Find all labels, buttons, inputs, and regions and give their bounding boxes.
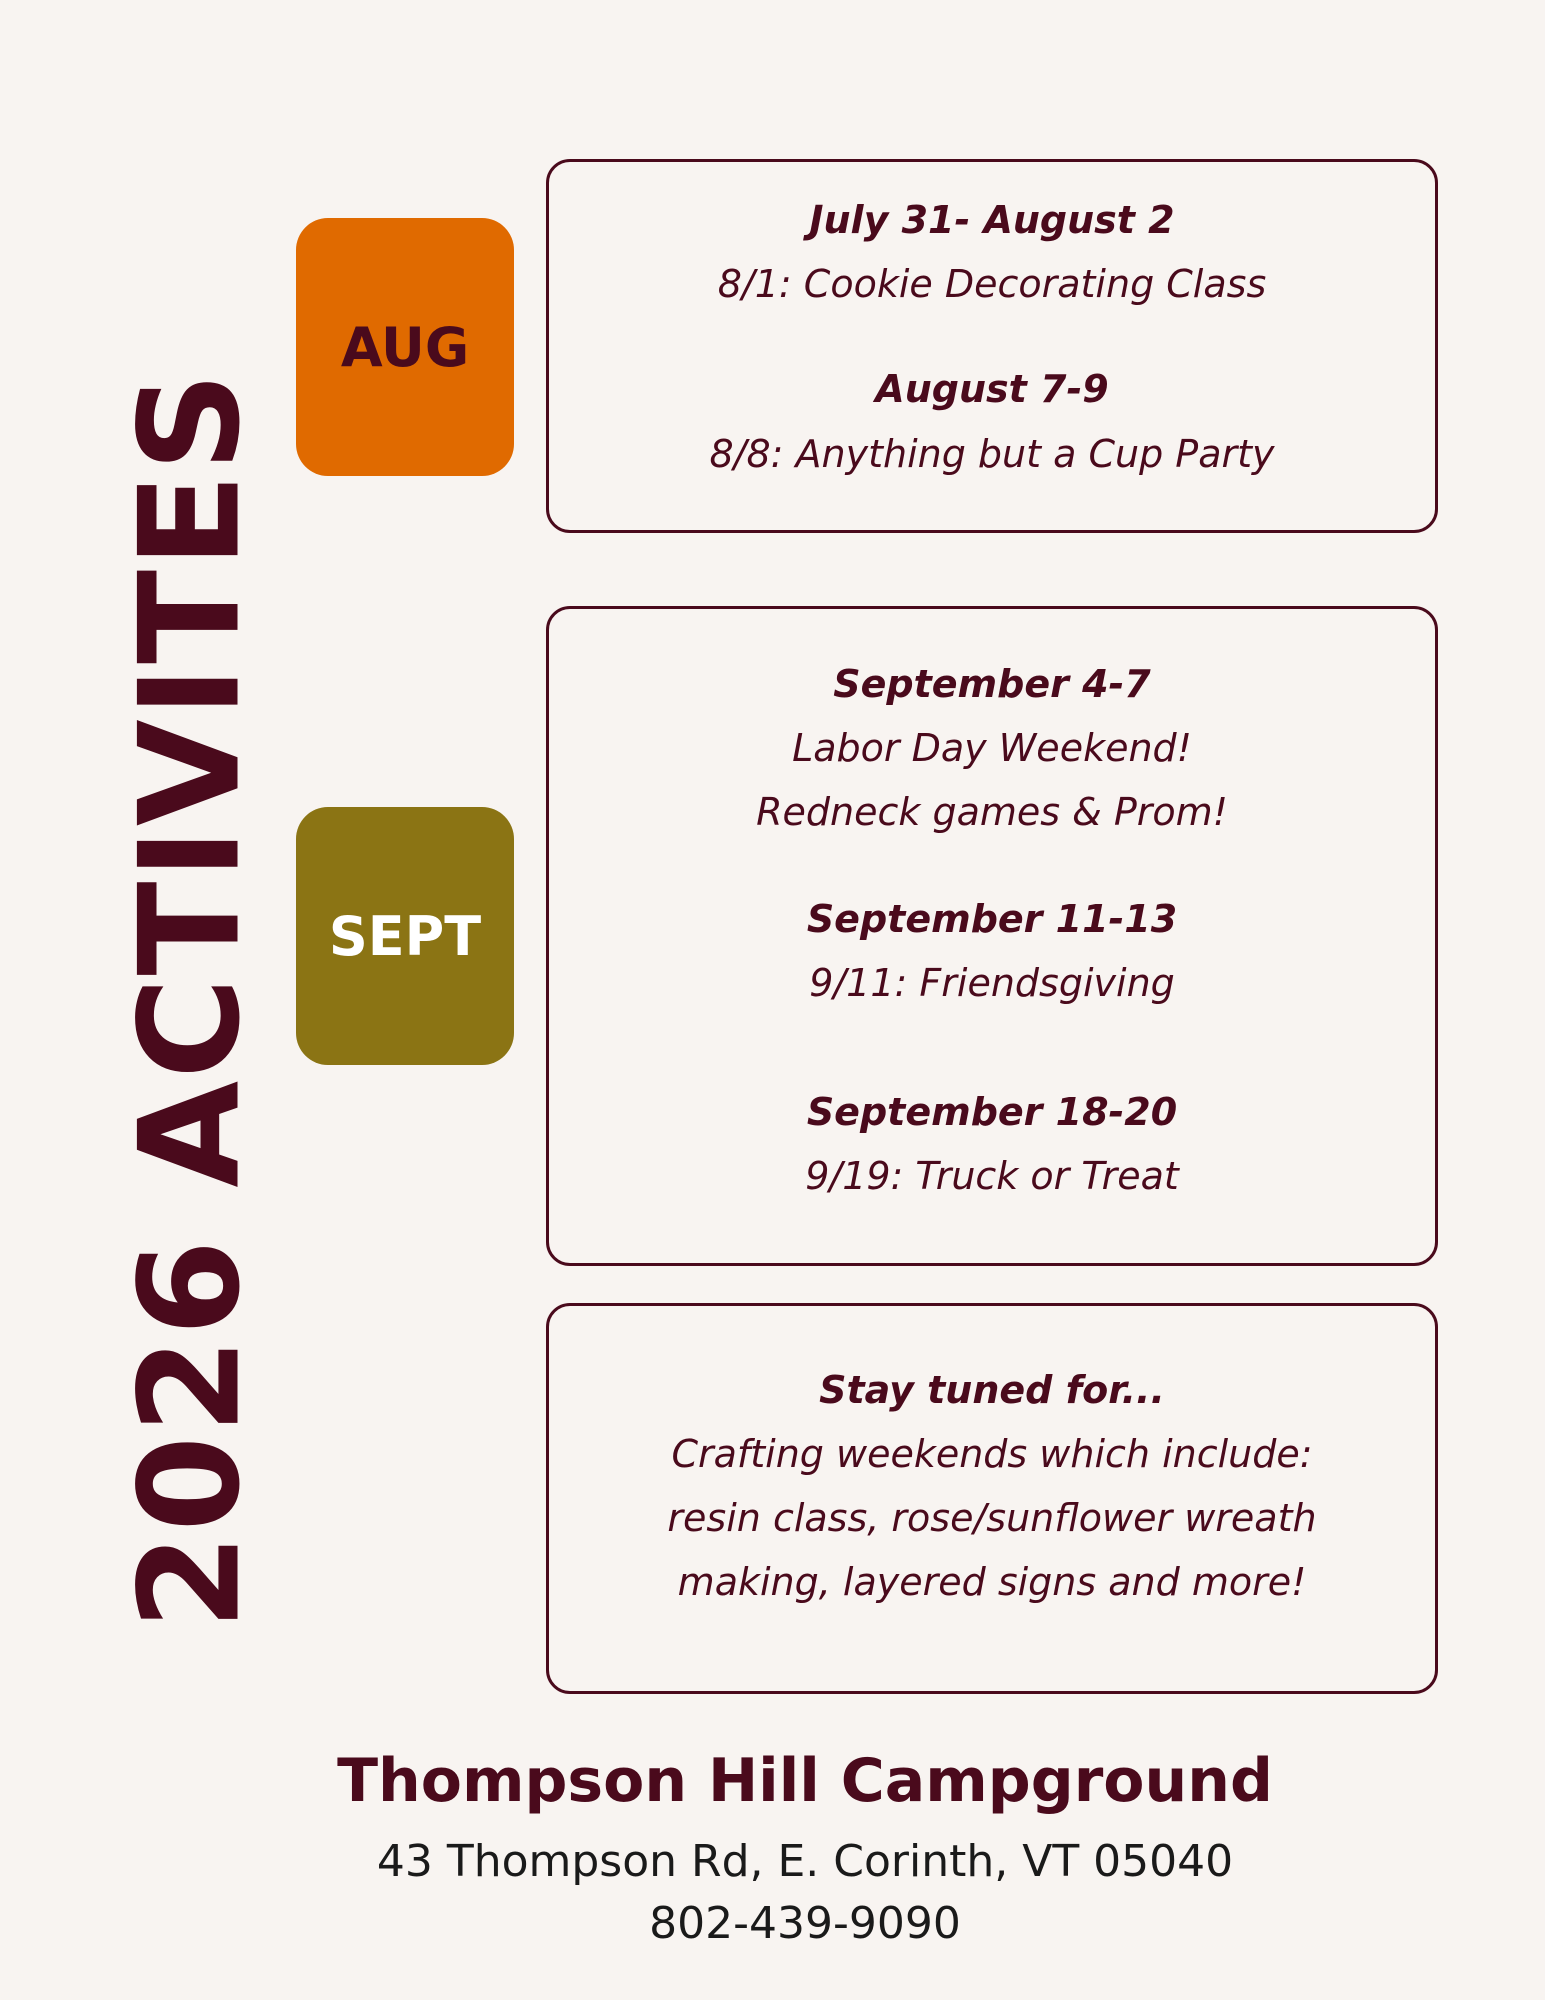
september-events-box — [546, 606, 1438, 1266]
august-events-box — [546, 159, 1438, 533]
event-line: 8/8: Anything but a Cup Party — [709, 432, 1275, 476]
campground-phone: 802-439-9090 — [649, 1898, 961, 1949]
stay-tuned-line: Crafting weekends which include: — [671, 1432, 1313, 1476]
month-badge-sept: SEPT — [296, 807, 514, 1065]
month-badge-aug: AUG — [296, 218, 514, 476]
event-date-heading: August 7-9 — [875, 367, 1109, 411]
vertical-title — [109, 370, 271, 1630]
campground-address: 43 Thompson Rd, E. Corinth, VT 05040 — [376, 1836, 1234, 1887]
event-date-heading: July 31- August 2 — [809, 198, 1175, 242]
event-date-heading: September 18-20 — [806, 1090, 1178, 1134]
event-date-heading: September 4-7 — [833, 662, 1151, 706]
event-line: 9/19: Truck or Treat — [805, 1154, 1179, 1198]
event-line: Labor Day Weekend! — [792, 726, 1192, 770]
event-line: Redneck games & Prom! — [756, 790, 1228, 834]
stay-tuned-line: resin class, rose/sunflower wreath — [667, 1496, 1317, 1540]
campground-name: Thompson Hill Campground — [337, 1746, 1273, 1816]
stay-tuned-line: making, layered signs and more! — [677, 1560, 1307, 1604]
page-title: 2026 ACTIVITES — [109, 370, 271, 1630]
event-line: 8/1: Cookie Decorating Class — [717, 262, 1267, 306]
stay-tuned-box — [546, 1303, 1438, 1694]
event-date-heading: September 11-13 — [806, 897, 1178, 941]
event-line: 9/11: Friendsgiving — [809, 961, 1175, 1005]
stay-tuned-heading: Stay tuned for... — [819, 1368, 1165, 1412]
